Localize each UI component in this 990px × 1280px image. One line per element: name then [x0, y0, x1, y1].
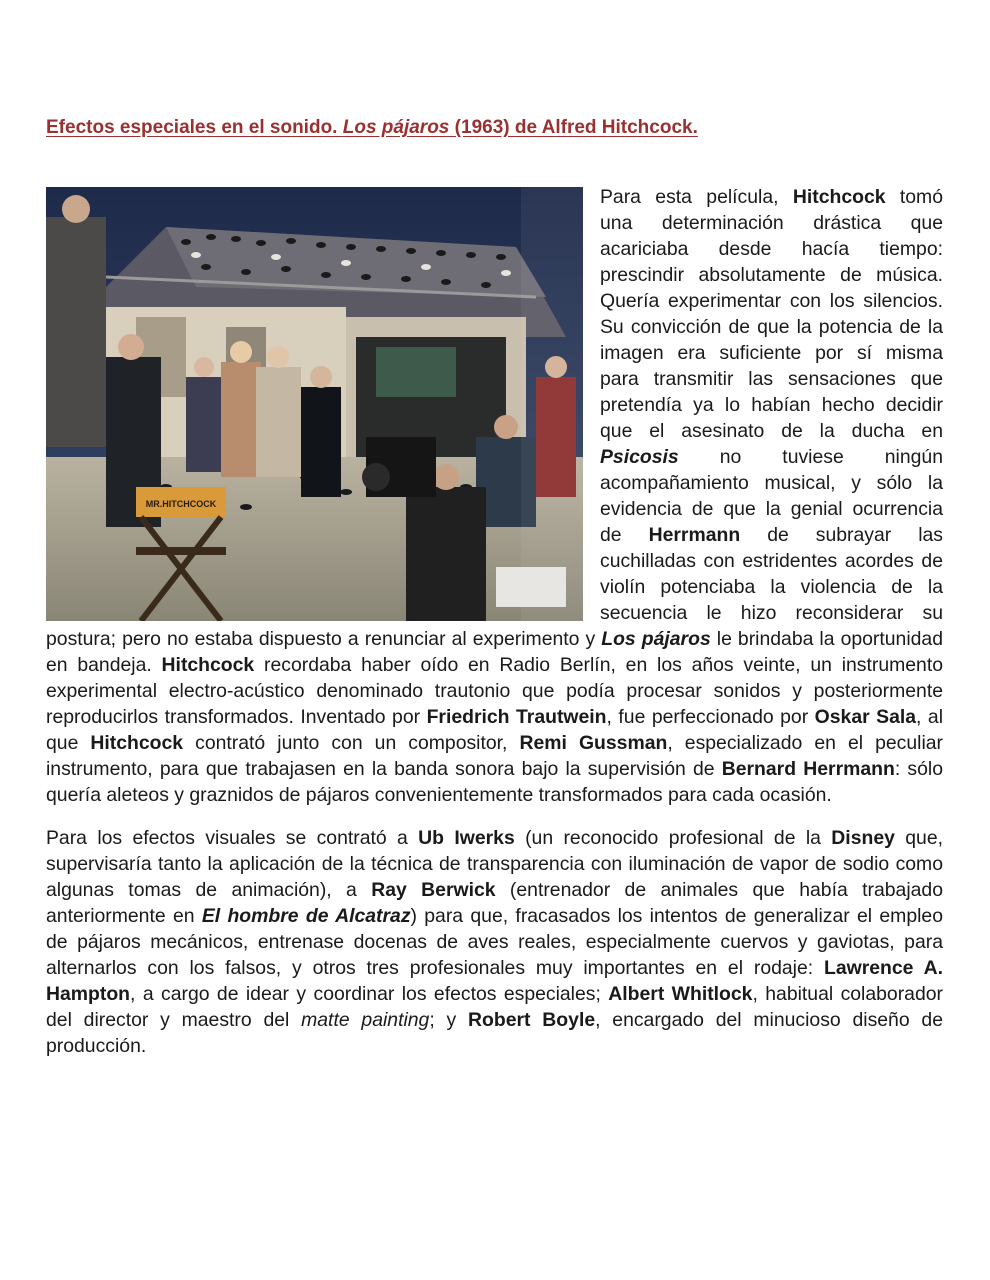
paragraph1-run-16: contrató junto con un compositor, — [183, 732, 520, 754]
paragraph-2 — [46, 825, 943, 1059]
paragraph1-run-20: : sólo quería aleteos y graznidos de pájaros convenientemente transformados para cada ocasión. — [46, 758, 943, 806]
paragraph1-run-2: tomó una determinación drástica que acariciaba desde hacía tiempo: prescindir absolutamente de música. Quería experimentar con los silencios. Su convicción de que la potencia de la imagen era suficiente por sí misma para transmitir las sensaciones que pretendía ya lo habían hecho decidir que el asesinato de la ducha en — [600, 186, 943, 442]
paragraph2-run-5: Ray Berwick — [371, 879, 496, 901]
paragraph2-run-15: Robert Boyle — [468, 1009, 596, 1031]
paragraph1-run-14: , al que — [46, 706, 943, 754]
paragraph2-run-10: , a cargo de idear y coordinar los efectos especiales; — [130, 983, 609, 1005]
chair-label: MR.HITCHCOCK — [145, 499, 217, 509]
paragraph2-run-13: matte painting — [301, 1009, 430, 1031]
paragraph2-run-9: Lawrence A. Hampton — [46, 957, 943, 1005]
paragraph2-run-8: ) para que, fracasados los intentos de generalizar el empleo de pájaros mecánicos, entrenase docenas de aves reales, especialmente cuervos y gaviotas, para alternarlos con los falsos, y otros tres profesionales muy importantes en el rodaje: — [46, 905, 943, 979]
paragraph1-run-10: recordaba haber oído en Radio Berlín, en los años veinte, un instrumento experimental electro-acústico denominado trautonio que podía procesar sonidos y posteriormente reproducirlos transformados. Inventado por — [46, 654, 943, 728]
paragraph2-run-0: Para los efectos visuales se contrató a — [46, 827, 419, 849]
article-body — [46, 184, 943, 1059]
title-film-name: Los pájaros — [342, 117, 450, 138]
paragraph1-run-13: Oskar Sala — [814, 706, 917, 728]
paragraph1-run-4: no tuviese ningún acompañamiento musical, y sólo la evidencia de que la genial ocurrencia de — [600, 446, 943, 546]
title-part-1: Efectos especiales en el sonido. — [46, 117, 343, 138]
article-title — [46, 117, 698, 139]
paragraph1-run-8: le brindaba la oportunidad en bandeja. — [46, 628, 943, 676]
paragraph2-run-12: , habitual colaborador del director y maestro del — [46, 983, 943, 1031]
film-set-photo — [46, 187, 583, 621]
film-set-illustration — [46, 187, 583, 621]
paragraph2-run-7: El hombre de Alcatraz — [201, 905, 411, 927]
paragraph2-run-2: (un reconocido profesional de la — [514, 827, 832, 849]
title-part-2: (1963) de Alfred Hitchcock. — [449, 117, 698, 138]
paragraph1-run-15: Hitchcock — [90, 732, 184, 754]
paragraph1-run-11: Friedrich Trautwein — [426, 706, 607, 728]
paragraph2-run-4: que, supervisaría tanto la aplicación de la técnica de transparencia con iluminación de vapor de sodio como algunas tomas de animación), a — [46, 827, 943, 901]
paragraph1-run-5: Herrmann — [648, 524, 741, 546]
paragraph2-run-16: , encargado del minucioso diseño de producción. — [46, 1009, 943, 1057]
paragraph1-run-6: de subrayar las cuchilladas con estridentes acordes de violín potenciaba la violencia de la secuencia le hizo reconsiderar su postura; pero no estaba dispuesto a renunciar al experimento y — [46, 524, 943, 650]
paragraph1-run-1: Hitchcock — [792, 186, 886, 208]
paragraph1-run-7: Los pájaros — [601, 628, 711, 650]
paragraph1-run-12: , fue perfeccionado por — [606, 706, 815, 728]
paragraph2-run-6: (entrenador de animales que había trabajado anteriormente en — [46, 879, 943, 927]
paragraph2-run-1: Ub Iwerks — [418, 827, 515, 849]
paragraph2-run-14: ; y — [429, 1009, 469, 1031]
paragraph1-run-0: Para esta película, — [600, 186, 793, 208]
paragraph1-run-3: Psicosis — [600, 446, 679, 468]
paragraph1-run-17: Remi Gussman — [519, 732, 668, 754]
paragraph2-run-3: Disney — [831, 827, 895, 849]
paragraph1-run-19: Bernard Herrmann — [721, 758, 895, 780]
paragraph1-run-9: Hitchcock — [161, 654, 255, 676]
paragraph1-run-18: , especializado en el peculiar instrumento, para que trabajasen en la banda sonora bajo la supervisión de — [46, 732, 943, 780]
paragraph2-run-11: Albert Whitlock — [608, 983, 753, 1005]
